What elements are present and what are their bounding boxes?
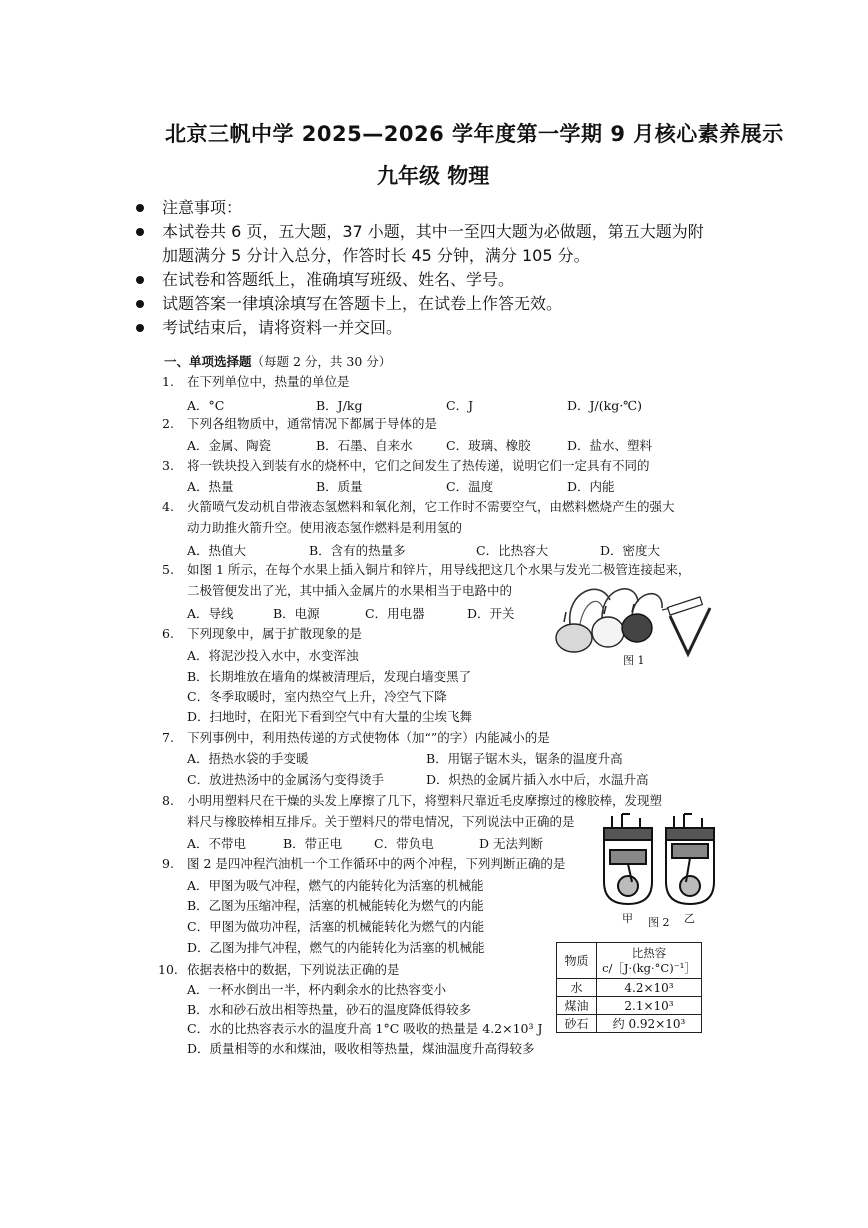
question-stem: 依据表格中的数据，下列说法正确的是 [187,962,400,977]
engine-jia [604,814,652,904]
page-title: 北京三帆中学 2025—2026 学年度第一学期 9 月核心素养展示 [165,122,784,146]
option-a[interactable]: A．将泥沙投入水中，水变浑浊 [187,648,359,663]
bullet-icon [136,324,144,332]
page-subtitle: 九年级 物理 [377,164,490,188]
section-note: （每题 2 分，共 30 分） [251,354,392,369]
option-b[interactable]: B．含有的热量多 [309,543,406,558]
notice-line-2: 在试卷和答题纸上，准确填写班级、姓名、学号。 [162,270,515,289]
table-cell-name: 砂石 [557,1015,597,1033]
table-header-heat-unit: c/［J·(kg·°C)⁻¹］ [602,960,696,975]
option-c[interactable]: C．温度 [446,479,494,494]
option-a[interactable]: A．热量 [187,479,234,494]
option-c[interactable]: C．甲图为做功冲程，活塞的机械能转化为燃气的内能 [187,919,485,934]
engine-yi [666,814,714,904]
question-stem: 动力助推火箭升空。使用液态氢作燃料是利用氢的 [187,520,463,535]
option-c[interactable]: C．带负电 [374,836,434,851]
option-d[interactable]: D 无法判断 [479,836,543,851]
bullet-icon [136,300,144,308]
notice-line-1a: 本试卷共 6 页，五大题，37 小题，其中一至四大题为必做题，第五大题为附 [162,222,704,241]
question-number: 10. [158,962,178,977]
engine-strokes-figure [596,810,726,910]
figure-label-yi: 乙 [684,912,695,925]
question-stem: 二极管便发出了光，其中插入金属片的水果相当于电路中的 [187,583,513,598]
question-number: 8. [162,793,174,808]
question-stem: 火箭喷气发动机自带液态氢燃料和氧化剂，它工作时不需要空气，由燃料燃烧产生的强大 [187,499,675,514]
table-cell-name: 水 [557,979,597,997]
option-b[interactable]: B．质量 [316,479,363,494]
option-b[interactable]: B．带正电 [283,836,343,851]
table-row [557,997,702,1015]
question-stem: 下列现象中，属于扩散现象的是 [187,626,363,641]
option-d[interactable]: D．J/(kg·℃) [567,398,643,413]
section-heading [164,352,391,370]
table-cell-value: 2.1×10³ [597,997,702,1015]
option-d[interactable]: D．炽热的金属片插入水中后，水温升高 [426,772,649,787]
table-header-heat [597,943,702,979]
table-cell-name: 煤油 [557,997,597,1015]
figure-label-jia: 甲 [622,912,633,925]
option-d[interactable]: D．内能 [567,479,615,494]
option-b[interactable]: B．石墨、自来水 [316,438,413,453]
option-a[interactable]: A．金属、陶瓷 [187,438,272,453]
option-b[interactable]: B．长期堆放在墙角的煤被清理后，发现白墙变黑了 [187,669,472,684]
table-header-heat-title: 比热容 [631,945,667,960]
option-d[interactable]: D．扫地时，在阳光下看到空气中有大量的尘埃飞舞 [187,709,473,724]
question-number: 5. [162,562,174,577]
question-number: 9. [162,856,174,871]
option-c[interactable]: C．水的比热容表示水的温度升高 1°C 吸收的热量是 4.2×10³ J [187,1021,543,1036]
figure-caption: 图 1 [623,654,645,667]
option-d[interactable]: D．密度大 [600,543,661,558]
option-b[interactable]: B．用锯子锯木头，锯条的温度升高 [426,751,623,766]
option-c[interactable]: C．比热容大 [476,543,549,558]
figure-caption: 图 2 [648,916,670,929]
option-a[interactable]: A．不带电 [187,836,247,851]
option-d[interactable]: D．开关 [467,606,515,621]
question-number: 4. [162,499,174,514]
option-a[interactable]: A．°C [187,398,225,413]
option-c[interactable]: C．用电器 [365,606,425,621]
question-number: 6. [162,626,174,641]
question-stem: 料尺与橡胶棒相互排斥。关于塑料尺的带电情况，下列说法中正确的是 [187,814,575,829]
section-title: 一、单项选择题 [164,354,252,369]
option-b[interactable]: B．J/kg [316,398,363,413]
question-stem: 将一铁块投入到装有水的烧杯中，它们之间发生了热传递，说明它们一定具有不同的 [187,458,650,473]
question-stem: 下列各组物质中，通常情况下都属于导体的是 [187,416,438,431]
specific-heat-table [556,942,702,1033]
question-stem: 小明用塑料尺在干燥的头发上摩擦了几下，将塑料尺靠近毛皮摩擦过的橡胶棒，发现塑 [187,793,663,808]
question-number: 7. [162,730,174,745]
option-a[interactable]: A．捂热水袋的手变暖 [187,751,309,766]
question-stem: 图 2 是四冲程汽油机一个工作循环中的两个冲程，下列判断正确的是 [187,856,566,871]
option-b[interactable]: B．水和砂石放出相等热量，砂石的温度降低得较多 [187,1002,472,1017]
table-cell-value: 4.2×10³ [597,979,702,997]
question-stem: 如图 1 所示，在每个水果上插入铜片和锌片，用导线把这几个水果与发光二极管连接起来， [187,562,691,577]
bullet-icon [136,204,144,212]
table-header-substance: 物质 [557,943,597,979]
fruit-battery-figure [540,572,720,662]
option-a[interactable]: A．一杯水倒出一半，杯内剩余水的比热容变小 [187,982,447,997]
table-row [557,979,702,997]
option-d[interactable]: D．乙图为排气冲程，燃气的内能转化为活塞的机械能 [187,940,485,955]
question-number: 1. [162,374,174,389]
option-d[interactable]: D．质量相等的水和煤油，吸收相等热量，煤油温度升高得较多 [187,1041,535,1056]
option-d[interactable]: D．盐水、塑料 [567,438,653,453]
table-row [557,1015,702,1033]
question-number: 2. [162,416,174,431]
table-cell-value: 约 0.92×10³ [597,1015,702,1033]
notice-heading: 注意事项： [162,198,243,217]
bullet-icon [136,228,144,236]
option-a[interactable]: A．导线 [187,606,234,621]
notice-line-3: 试题答案一律填涂填写在答题卡上，在试卷上作答无效。 [162,294,563,313]
option-a[interactable]: A．甲图为吸气冲程，燃气的内能转化为活塞的机械能 [187,878,484,893]
question-stem: 在下列单位中，热量的单位是 [187,374,350,389]
option-c[interactable]: C．玻璃、橡胶 [446,438,531,453]
option-c[interactable]: C．放进热汤中的金属汤勺变得烫手 [187,772,385,787]
notice-line-1b: 加题满分 5 分计入总分，作答时长 45 分钟，满分 105 分。 [162,246,590,265]
option-c[interactable]: C．冬季取暖时，室内热空气上升，冷空气下降 [187,689,447,704]
bullet-icon [136,276,144,284]
option-b[interactable]: B．电源 [273,606,320,621]
option-a[interactable]: A．热值大 [187,543,247,558]
notice-line-4: 考试结束后，请将资料一并交回。 [162,318,403,337]
question-number: 3. [162,458,174,473]
question-stem: 下列事例中，利用热传递的方式使物体（加“”的字）内能减小的是 [187,730,550,745]
option-b[interactable]: B．乙图为压缩冲程，活塞的机械能转化为燃气的内能 [187,898,484,913]
option-c[interactable]: C．J [446,398,474,413]
